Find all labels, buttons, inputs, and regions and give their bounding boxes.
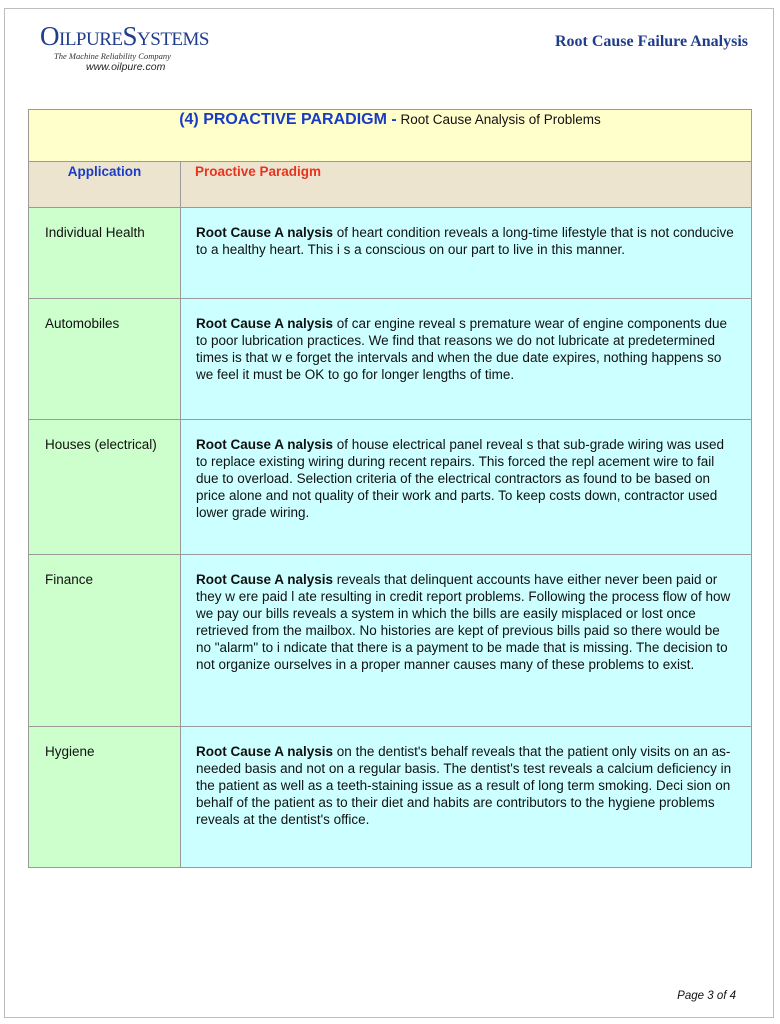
table-row bbox=[29, 555, 752, 727]
application-cell: Hygiene bbox=[29, 727, 181, 868]
paradigm-cell: Root Cause A nalysis reveals that delinquent accounts have either never been paid or they w ere paid l ate resulting in credit report problems. Following the process flow of how we pay our bills reveals a system in which the bills are easily misplaced or lost once retrieved from the mailbox. No histories are kept of previous bills paid so there would be no "alarm" to i ndicate that there is a payment to be made that is missing. The decision to not organize ourselves in a proper manner causes many of these problems to exist. bbox=[181, 555, 752, 727]
table-title: (4) PROACTIVE PARADIGM - Root Cause Analysis of Problems bbox=[29, 110, 752, 162]
logo-tagline: The Machine Reliability Company bbox=[54, 51, 171, 61]
application-cell: Houses (electrical) bbox=[29, 420, 181, 555]
table-row bbox=[29, 727, 752, 868]
table-title-row bbox=[29, 110, 752, 162]
paradigm-cell: Root Cause A nalysis of car engine reveal s premature wear of engine components due to poor lubrication practices. We find that reasons we do not lubricate at predetermined times is that w e forget the intervals and when the due date expires, nothing happens so we feel it must be OK to go for longer lengths of time. bbox=[181, 299, 752, 420]
application-cell: Individual Health bbox=[29, 208, 181, 299]
application-cell: Finance bbox=[29, 555, 181, 727]
paradigm-cell: Root Cause A nalysis on the dentist's behalf reveals that the patient only visits on an as-needed basis and not on a regular basis. The dentist's test reveals a calcium deficiency in the patient as well as a teeth-staining issue as a result of long term smoking. Deci sion on behalf of the patient as to their diet and habits are contributors to the hygiene problems reveals at the dentist's office. bbox=[181, 727, 752, 868]
company-url: www.oilpure.com bbox=[86, 61, 166, 73]
table-row bbox=[29, 208, 752, 299]
table-row bbox=[29, 420, 752, 555]
logo-wordmark: OILPURESYSTEMS bbox=[40, 21, 209, 51]
column-header-application: Application bbox=[29, 162, 181, 208]
document-title: Root Cause Failure Analysis bbox=[554, 33, 748, 50]
column-header-proactive-paradigm: Proactive Paradigm bbox=[181, 162, 752, 208]
table-header-row bbox=[29, 162, 752, 208]
paradigm-cell: Root Cause A nalysis of heart condition reveals a long-time lifestyle that is not conducive to a healthy heart. This i s a conscious on our part to live in this manner. bbox=[181, 208, 752, 299]
paradigm-cell: Root Cause A nalysis of house electrical panel reveal s that sub-grade wiring was used to replace existing wiring during recent repairs. This forced the repl acement wire to fail due to overload. Selection criteria of the electrical contractors as found to be based on price alone and not quality of their work and parts. To keep costs down, contractor used lower grade wiring. bbox=[181, 420, 752, 555]
company-logo bbox=[40, 21, 210, 73]
application-cell: Automobiles bbox=[29, 299, 181, 420]
page-number: Page 3 of 4 bbox=[677, 990, 736, 1002]
table-row bbox=[29, 299, 752, 420]
proactive-paradigm-table bbox=[28, 109, 752, 868]
